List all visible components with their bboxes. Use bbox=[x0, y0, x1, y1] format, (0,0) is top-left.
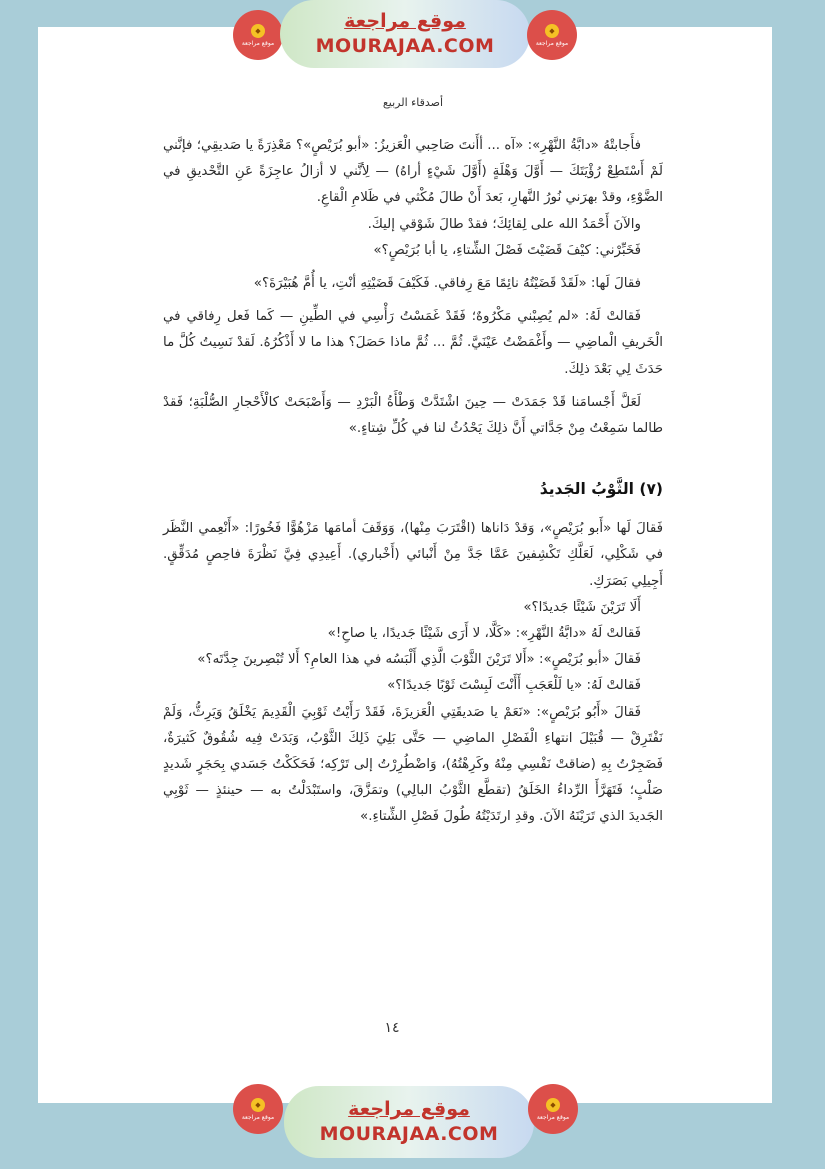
site-name-arabic[interactable]: موقع مراجعة bbox=[348, 1098, 470, 1120]
logo-caption: موقع مراجعة bbox=[535, 39, 569, 47]
paragraph: والآنَ أَحْمَدُ الله على لِقائِكَ؛ فقدْ طالَ شَوْقي إليكَ. bbox=[367, 216, 641, 232]
paragraph: لَعَلَّ أَجْسامَنا قَدْ جَمَدَتْ — حِينَ اشْتَدَّتْ وَطْأَةُ الْبَرْدِ — وَأَصْبَحَتْ كالْأَحْجارِ الصُّلْبَةِ؛ فَقدْ طالما سَمِعْتُ مِنْ جَدَّاتي أَنَّ ذلِكَ يَحْدُثُ لنا في كُلِّ شِتاءٍ.» bbox=[163, 394, 663, 437]
paragraph: فَخَبِّرْني: كيْفَ قَضَيْتَ فَصْلَ الشِّتاءِ، يا أبا بُرَيْصٍ؟» bbox=[373, 242, 641, 258]
logo-caption: موقع مراجعة bbox=[536, 1113, 570, 1121]
paragraph: أَلَا تَرَيْنَ شَيْئًا جَديدًا؟» bbox=[523, 599, 641, 615]
logo-badge-icon: ◆ bbox=[251, 1098, 265, 1112]
logo-caption: موقع مراجعة bbox=[241, 39, 275, 47]
site-logo-right-top[interactable] bbox=[527, 10, 577, 60]
paragraph: فَقالتْ لَهُ: «لم يُصِبْني مَكْرُوهٌ؛ فَقَدْ غَمَسْتُ رَأْسِي في الطِّينِ — كَما فَعل رِفاقي في الْخَريفِ الْماضِي — وأَغْمَضْتُ عَيْنَيَّ. ثُمَّ ... ثُمَّ ماذا حَصَلَ؟ هذا ما لا أَذْكُرُهُ. لَقدْ نَسِيتُ كُلَّ ما حَدَثَ لِي بَعْدَ ذلِكَ. bbox=[163, 309, 663, 377]
running-head: أصدقاء الربيع bbox=[382, 96, 444, 109]
site-name-english[interactable]: MOURAJAA.COM bbox=[319, 1123, 499, 1145]
paragraph: فَقالَ لَها «أَبو بُرَيْصٍ»، وَقدْ دَاناها (اقْتَرَبَ مِنْها)، وَوَقَفَ أمامَها مَزْهُوًّا فَخُورًا: «أَنْعِمي النَّظَر في شَكْلِي، لَعَلَّكِ تَكْشِفينَ عَمَّا جَدَّ مِنْ أَنْبائي (أَخْباري). أَعِيدِي فِيَّ نَظْرَةَ فاحِصٍ مُدَقِّقٍ. أَجِيلِي بَصَرَكِ. bbox=[163, 521, 663, 589]
site-name-english[interactable]: MOURAJAA.COM bbox=[315, 35, 495, 57]
paragraph: فَقالتْ لَهُ: «يا لَلْعَجَبِ أَأَنْتَ لَبِسْتَ ثَوْبًا جَديدًا؟» bbox=[387, 678, 641, 694]
paragraph: فَقالَ «أبو بُرَيْصٍ»: «أَلا تَرَيْنَ الثَّوْبَ الَّذِي أَلْبَسُه في هذا العامِ؟ أَلا تُبْصِرينَ جِدَّتَه؟» bbox=[197, 652, 641, 668]
logo-badge-icon: ◆ bbox=[546, 1098, 560, 1112]
logo-badge-icon: ◆ bbox=[251, 24, 265, 38]
page-content bbox=[163, 95, 663, 1045]
site-name-arabic[interactable]: موقع مراجعة bbox=[344, 10, 466, 32]
site-banner-bottom[interactable] bbox=[284, 1086, 534, 1158]
paragraph: فَقالَ «أَبُو بُرَيْصٍ»: «نَعَمْ يا صَديقَتِي الْعَزيزَةَ، فَقَدْ رَأَيْتُ ثَوْبِيَ الْقَدِيمَ يَخْلَقُ وَيَرِثُّ، وَلَمْ نَفْتَرِقْ — قُبَيْلَ انتهاءِ الْفَصْلِ الماضِي — حَتَّى بَلِيَ ذَلِكَ الثَّوْبُ، وَبَدَتْ فِيه شُقُوقٌ كَثيرَةٌ، فَضَجِرْتُ بِهِ (ضاقتْ نَفْسِي مِنْهُ وكَرِهْتُهُ)، وَاضْطُرِرْتُ إلى تَرْكِه؛ فَحَكَكْتُ جَسَدي بِحَجَرٍ شَديدٍ صَلْبٍ؛ فَتَهَرَّأَ الرِّداءُ الخَلَقُ (تقطَّع الثَّوْبُ البالِي) وتمَزَّقَ، واستَبْدَلْتُ به — حينئذٍ — ثَوْبِي الجَديدَ الذي تَرَيْنَهُ الآنَ. وقدِ ارتَدَيْتُهُ طُولَ فَصْلِ الشِّتاءِ.» bbox=[163, 704, 663, 825]
site-logo-left-top[interactable] bbox=[233, 10, 283, 60]
section-title: (٧) الثَّوْبُ الجَديدُ bbox=[539, 480, 663, 499]
site-banner-top[interactable] bbox=[280, 0, 530, 68]
site-logo-right-bottom[interactable] bbox=[528, 1084, 578, 1134]
site-logo-left-bottom[interactable] bbox=[233, 1084, 283, 1134]
paragraph: فأَجابتْهُ «دابَّةُ النَّهْرِ»: «آه ... أأَنتَ صَاحِبي الْعَزيزُ: «أبو بُرَيْصٍ»؟ مَعْذِرَةً يا صَديقِي؛ فإنَّني لَمْ أَسْتَطِعْ رُؤْيَتَكَ — أَوَّلَ وَهْلَةٍ (أَوَّلَ شَيْءٍ أراهُ) — لِأنَّني لا أزالُ عاجِزَةً عَنِ التَّحْديقِ في الضَّوْءِ، وقدْ بهرَني نُورُ النَّهارِ، بَعدَ أَنْ طالَ مُكْثي في ظَلامِ الْقاعِ. bbox=[163, 138, 663, 206]
logo-badge-icon: ◆ bbox=[545, 24, 559, 38]
page-number: ١٤ bbox=[384, 1020, 400, 1036]
logo-caption: موقع مراجعة bbox=[241, 1113, 275, 1121]
paragraph: فقالَ لَها: «لَقَدْ قَضَيْتُهُ نائِمًا مَعَ رِفاقي. فَكَيْفَ قَضَيْتِهِ أنْتِ، يا أُمَّ هُبَيْرَةَ؟» bbox=[253, 276, 641, 292]
paragraph: فَقالتْ لَهُ «دابَّةُ النَّهْرِ»: «كَلَّا، لا أَرَى شَيْئًا جَديدًا، يا صاحِ!» bbox=[327, 626, 641, 642]
